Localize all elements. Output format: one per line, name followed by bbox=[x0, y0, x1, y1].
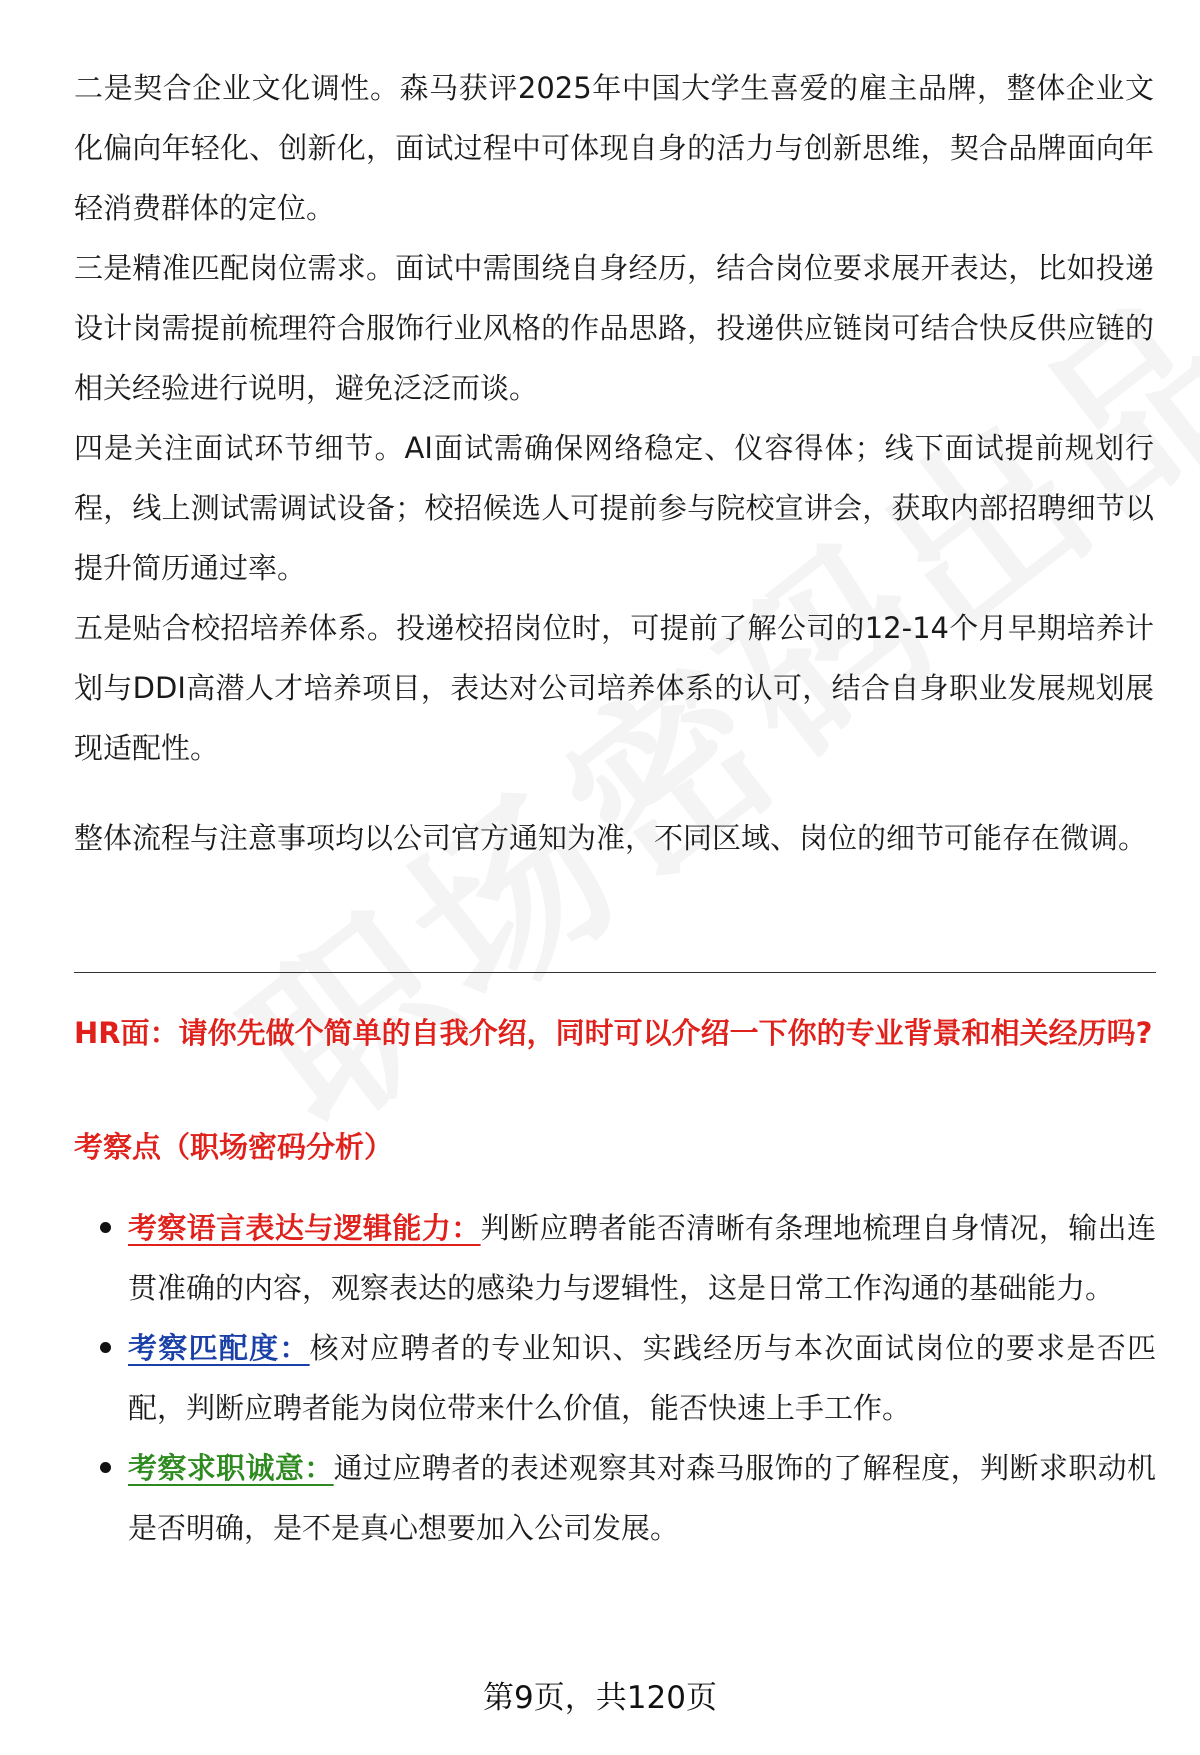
spacer bbox=[74, 778, 1154, 808]
page-number: 第9页，共120页 bbox=[483, 1680, 717, 1716]
bullet-icon bbox=[100, 1462, 111, 1473]
bullet-text: 通过应聘者的表述观察其对森马服饰的了解程度，判断求职动机是否明确，是不是真心想要加入公司发展。 bbox=[128, 1451, 1156, 1545]
bullet-text: 判断应聘者能否清晰有条理地梳理自身情况，输出连贯准确的内容，观察表达的感染力与逻辑性，这是日常工作沟通的基础能力。 bbox=[128, 1211, 1156, 1305]
bullet-text: 核对应聘者的专业知识、实践经历与本次面试岗位的要求是否匹配，判断应聘者能为岗位带来什么价值，能否快速上手工作。 bbox=[128, 1331, 1156, 1425]
section-title: 考察点（职场密码分析） bbox=[74, 1130, 394, 1164]
list-item bbox=[128, 1318, 1156, 1438]
paragraph-campus: 五是贴合校招培养体系。投递校招岗位时，可提前了解公司的12-14个月早期培养计划与DDI高潜人才培养项目，表达对公司培养体系的认可，结合自身职业发展规划展现适配性。 bbox=[74, 611, 1154, 765]
bullet-lead: 考察求职诚意： bbox=[128, 1451, 334, 1485]
paragraph-details: 四是关注面试环节细节。AI面试需确保网络稳定、仪容得体；线下面试提前规划行程，线上测试需调试设备；校招候选人可提前参与院校宣讲会，获取内部招聘细节以提升简历通过率。 bbox=[74, 431, 1154, 585]
list-item bbox=[128, 1198, 1156, 1318]
bullet-lead: 考察匹配度： bbox=[128, 1331, 310, 1365]
paragraph-closing: 整体流程与注意事项均以公司官方通知为准，不同区域、岗位的细节可能存在微调。 bbox=[74, 821, 1148, 855]
paragraph-culture: 二是契合企业文化调性。森马获评2025年中国大学生喜爱的雇主品牌，整体企业文化偏向年轻化、创新化，面试过程中可体现自身的活力与创新思维，契合品牌面向年轻消费群体的定位。 bbox=[74, 71, 1154, 225]
interview-question: HR面：请你先做个简单的自我介绍，同时可以介绍一下你的专业背景和相关经历吗? bbox=[74, 1016, 1153, 1050]
assessment-list bbox=[128, 1198, 1156, 1558]
body-text bbox=[74, 58, 1154, 868]
bullet-icon bbox=[100, 1222, 111, 1233]
paragraph-job-match: 三是精准匹配岗位需求。面试中需围绕自身经历，结合岗位要求展开表达，比如投递设计岗需提前梳理符合服饰行业风格的作品思路，投递供应链岗可结合快反供应链的相关经验进行说明，避免泛泛而谈。 bbox=[74, 251, 1154, 405]
bullet-icon bbox=[100, 1342, 111, 1353]
section-divider bbox=[74, 972, 1156, 973]
list-item bbox=[128, 1438, 1156, 1558]
bullet-lead: 考察语言表达与逻辑能力： bbox=[128, 1211, 481, 1245]
